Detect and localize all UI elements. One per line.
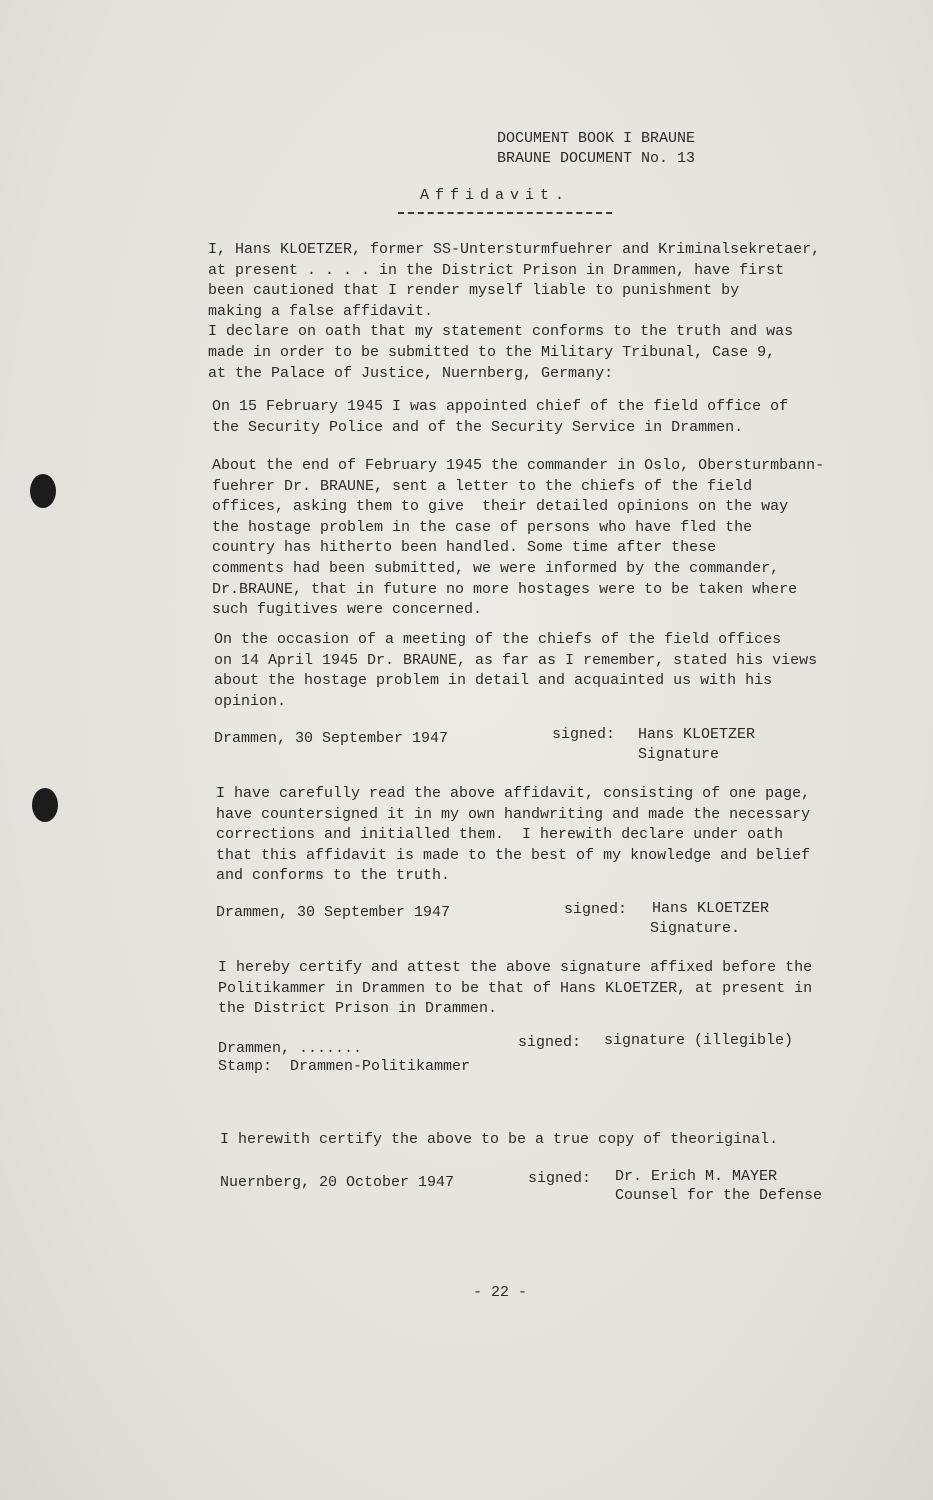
sig3-name: signature (illegible): [604, 1032, 794, 1049]
sig1-role: Signature: [638, 746, 720, 763]
punch-hole-bottom: [32, 788, 58, 822]
sig3-stamp: Stamp: Drammen-Politikammer: [218, 1058, 471, 1075]
affidavit-title: Affidavit.: [420, 187, 571, 204]
appointment-paragraph: On 15 February 1945 I was appointed chief of the field office of the Security Police and of the Security Service in Drammen.: [212, 398, 789, 436]
sig2-name: Hans KLOETZER: [652, 900, 770, 917]
punch-hole-top: [30, 474, 56, 508]
sig2-signed-label: signed:: [564, 901, 628, 918]
letter-paragraph: About the end of February 1945 the commander in Oslo, Obersturmbann- fuehrer Dr. BRAUNE, sent a letter to the chiefs of the field offices, asking them to give their detailed opinions on the way the hostage problem in the case of persons who have fled the country has hitherto been handled. Some time after these comments had been submitted, we were informed by the commander, Dr.BRAUNE, that in future no more hostages were to be taken where such fugitives were concerned.: [212, 457, 825, 619]
attestation-paragraph: I hereby certify and attest the above signature affixed before the Politikammer in Drammen to be that of Hans KLOETZER, at present in the District Prison in Drammen.: [218, 959, 813, 1018]
true-copy-paragraph: I herewith certify the above to be a true copy of theoriginal.: [220, 1131, 779, 1148]
doc-number-header: BRAUNE DOCUMENT No. 13: [497, 150, 696, 167]
sig4-place-date: Nuernberg, 20 October 1947: [220, 1174, 455, 1191]
sig4-name: Dr. Erich M. MAYER: [615, 1168, 778, 1185]
sig4-signed-label: signed:: [528, 1170, 592, 1187]
sig1-name: Hans KLOETZER: [638, 726, 756, 743]
sig2-role: Signature.: [650, 920, 741, 937]
title-underline: [398, 212, 612, 214]
sig4-role: Counsel for the Defense: [615, 1187, 823, 1204]
countersign-paragraph: I have carefully read the above affidavit, consisting of one page, have countersigned it in my own handwriting and made the necessary corrections and initialled them. I herewith declare under oath that this affidavit is made to the best of my knowledge and belief and conforms to the truth.: [216, 785, 811, 885]
page-number: - 22 -: [473, 1284, 528, 1301]
intro-paragraph: I, Hans KLOETZER, former SS-Untersturmfuehrer and Kriminalsekretaer, at present . . . . in the District Prison in Drammen, have first been cautioned that I render myself liable to punishment by making a false affidavit. I declare on oath that my statement conforms to the truth and was made in order to be submitted to the Military Tribunal, Case 9, at the Palace of Justice, Nuernberg, Germany:: [208, 241, 821, 382]
sig3-signed-label: signed:: [518, 1034, 582, 1051]
meeting-paragraph: On the occasion of a meeting of the chiefs of the field offices on 14 April 1945 Dr. BRAUNE, as far as I remember, stated his views about the hostage problem in detail and acquainted us with his opinion.: [214, 631, 818, 710]
doc-book-header: DOCUMENT BOOK I BRAUNE: [497, 130, 696, 147]
sig2-place-date: Drammen, 30 September 1947: [216, 904, 451, 921]
sig1-signed-label: signed:: [552, 726, 616, 743]
sig1-place-date: Drammen, 30 September 1947: [214, 730, 449, 747]
sig3-place-date: Drammen, .......: [218, 1040, 363, 1057]
